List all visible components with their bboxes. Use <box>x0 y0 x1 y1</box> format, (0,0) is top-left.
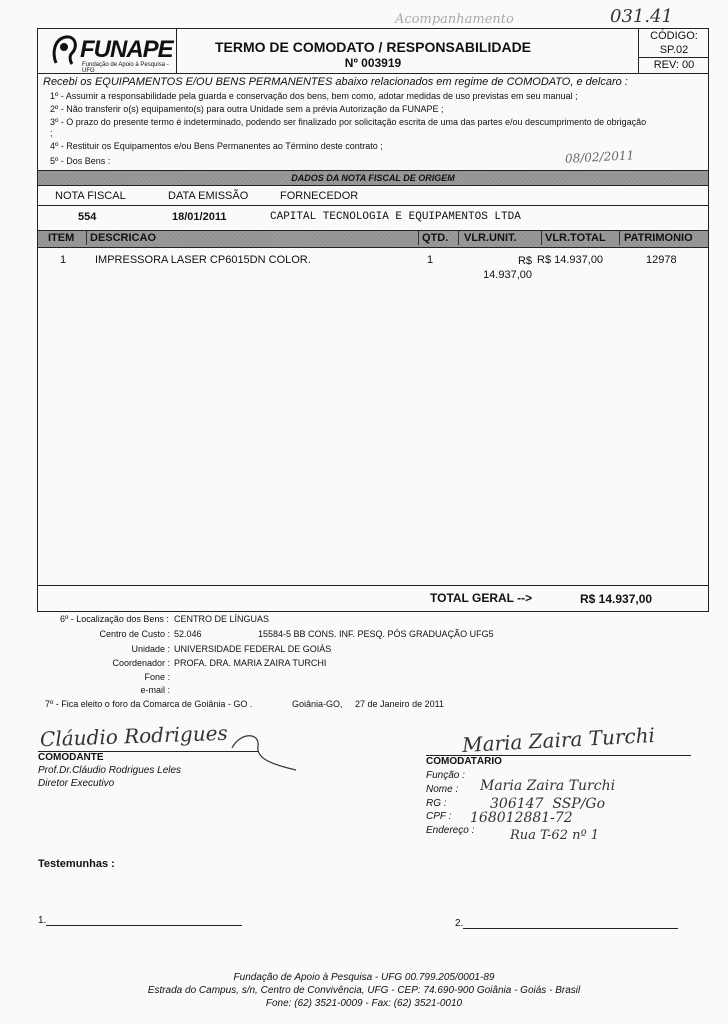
cost-center-value: 52.046 <box>174 629 202 639</box>
nota-section-title: DADOS DA NOTA FISCAL DE ORIGEM <box>291 173 455 183</box>
th-qtd: QTD. <box>422 232 449 244</box>
document-title: TERMO DE COMODATO / RESPONSABILIDADE <box>214 39 532 55</box>
handwritten-page-number: 031.41 <box>610 6 673 27</box>
footer-line-2: Estrada do Campus, s/n, Centro de Convivência, UFG - CEP: 74.690-900 Goiânia - Goiás - Brasil <box>147 985 581 996</box>
logo-subtitle: Fundação de Apoio à Pesquisa - UFG <box>82 62 169 74</box>
witness-2-line <box>463 928 678 929</box>
document-number: Nº 003919 <box>344 56 402 70</box>
row-patrimonio: 12978 <box>646 254 677 266</box>
cpf-value: 168012881-72 <box>470 810 573 826</box>
location-intro: 6º - Localização dos Bens : <box>60 614 169 624</box>
nota-col-nf: NOTA FISCAL <box>55 190 126 202</box>
coordinator-label: Coordenador : <box>112 658 170 668</box>
witness-1-label: 1. <box>38 915 47 926</box>
nota-date: 18/01/2011 <box>172 211 227 223</box>
fone-label: Fone : <box>144 672 170 682</box>
handwritten-note: Acompanhamento <box>395 12 514 27</box>
nome-value: Maria Zaira Turchi <box>480 778 616 794</box>
total-value: R$ 14.937,00 <box>580 592 653 606</box>
code-value: SP.02 <box>659 44 689 56</box>
row-vlr-unit: R$ 14.937,00 <box>483 255 532 281</box>
rg-label: RG : <box>426 798 447 809</box>
nota-number: 554 <box>78 211 97 223</box>
comodante-name: Prof.Dr.Cláudio Rodrigues Leles <box>38 765 182 776</box>
clause-1: 1º - Assumir a responsabilidade pela guarda e conservação dos bens, bem como, adotar medidas de uso previstas em seu manual ; <box>50 91 578 101</box>
cost-center-label: Centro de Custo : <box>99 629 170 639</box>
nota-supplier: CAPITAL TECNOLOGIA E EQUIPAMENTOS LTDA <box>270 211 521 223</box>
total-label: TOTAL GERAL --> <box>430 591 533 605</box>
footer-line-1: Fundação de Apoio à Pesquisa - UFG 00.799.205/0001-89 <box>233 972 495 983</box>
endereco-value: Rua T-62 nº 1 <box>510 828 599 843</box>
items-table-header <box>38 230 708 248</box>
intro-lead: Recebi os EQUIPAMENTOS E/OU BENS PERMANENTES abaixo relacionados em regime de COMODATO, e delcaro : <box>43 76 628 88</box>
stamp-date: 08/02/2011 <box>564 148 635 166</box>
th-vlr-total: VLR.TOTAL <box>545 232 606 244</box>
clause-2: 2º - Não transferir o(s) equipamento(s) para outra Unidade sem a prévia Autorização da FUNAPE ; <box>50 104 444 114</box>
th-item: ITEM <box>48 232 75 244</box>
logo-text: FUNAPE <box>80 36 173 63</box>
footer-line-3: Fone: (62) 3521-0009 - Fax: (62) 3521-0010 <box>265 998 463 1009</box>
funcao-label: Função : <box>426 770 465 781</box>
comodatario-signature: Maria Zaira Turchi <box>461 722 656 758</box>
funape-logo-icon <box>50 33 80 67</box>
nota-col-date: DATA EMISSÃO <box>168 190 249 202</box>
code-box <box>638 29 709 73</box>
th-vlr-unit: VLR.UNIT. <box>464 232 517 244</box>
place-date: Goiânia-GO, 27 de Janeiro de 2011 <box>292 699 444 709</box>
comodante-label: COMODANTE <box>38 752 104 763</box>
comodante-role: Diretor Executivo <box>38 778 115 789</box>
comodante-signature: Cláudio Rodrigues <box>39 720 229 752</box>
witness-2-label: 2. <box>455 918 464 929</box>
logo-area <box>38 29 177 73</box>
cost-center-desc: 15584-5 BB CONS. INF. PESQ. PÓS GRADUAÇÃO UFG5 <box>258 629 494 639</box>
row-descricao: IMPRESSORA LASER CP6015DN COLOR. <box>95 254 311 266</box>
nota-section-bar <box>38 170 708 186</box>
clause-5: 5º - Dos Bens : <box>50 156 111 166</box>
endereco-label: Endereço : <box>426 825 475 836</box>
rg-value: 306147 SSP/Go <box>490 796 606 812</box>
email-label: e-mail : <box>140 685 170 695</box>
location-value: CENTRO DE LÍNGUAS <box>174 614 270 624</box>
nota-divider <box>38 205 708 206</box>
nome-label: Nome : <box>426 784 459 795</box>
th-descricao: DESCRICAO <box>90 232 157 244</box>
witness-1-line <box>46 925 242 926</box>
clause-3: 3º - O prazo do presente termo é indeterminado, podendo ser finalizado por solicitação escrita de uma das partes e/ou descumprimento de obrigação ; <box>50 117 647 138</box>
unidade-label: Unidade : <box>131 644 170 654</box>
comodatario-label: COMODATÁRIO <box>426 756 502 767</box>
clause-4: 4º - Restituir os Equipamentos e/ou Bens Permanentes ao Término deste contrato ; <box>50 141 383 151</box>
row-item: 1 <box>60 254 67 266</box>
cpf-label: CPF : <box>426 811 452 822</box>
coordinator-value: PROFA. DRA. MARIA ZAIRA TURCHI <box>174 658 327 668</box>
row-vlr-total: R$ 14.937,00 <box>537 254 604 266</box>
row-qtd: 1 <box>427 254 434 266</box>
forum-clause: 7º - Fica eleito o foro da Comarca de Goiânia - GO . <box>45 699 253 709</box>
nota-col-supplier: FORNECEDOR <box>280 190 359 202</box>
unidade-value: UNIVERSIDADE FEDERAL DE GOIÁS <box>174 644 332 654</box>
code-label: CÓDIGO: <box>650 30 698 42</box>
revision: REV: 00 <box>639 57 709 72</box>
witnesses-label: Testemunhas : <box>38 858 115 870</box>
signature-flourish <box>230 728 300 772</box>
document-header <box>37 28 709 74</box>
th-patrimonio: PATRIMONIO <box>624 232 693 244</box>
total-divider <box>38 585 708 586</box>
